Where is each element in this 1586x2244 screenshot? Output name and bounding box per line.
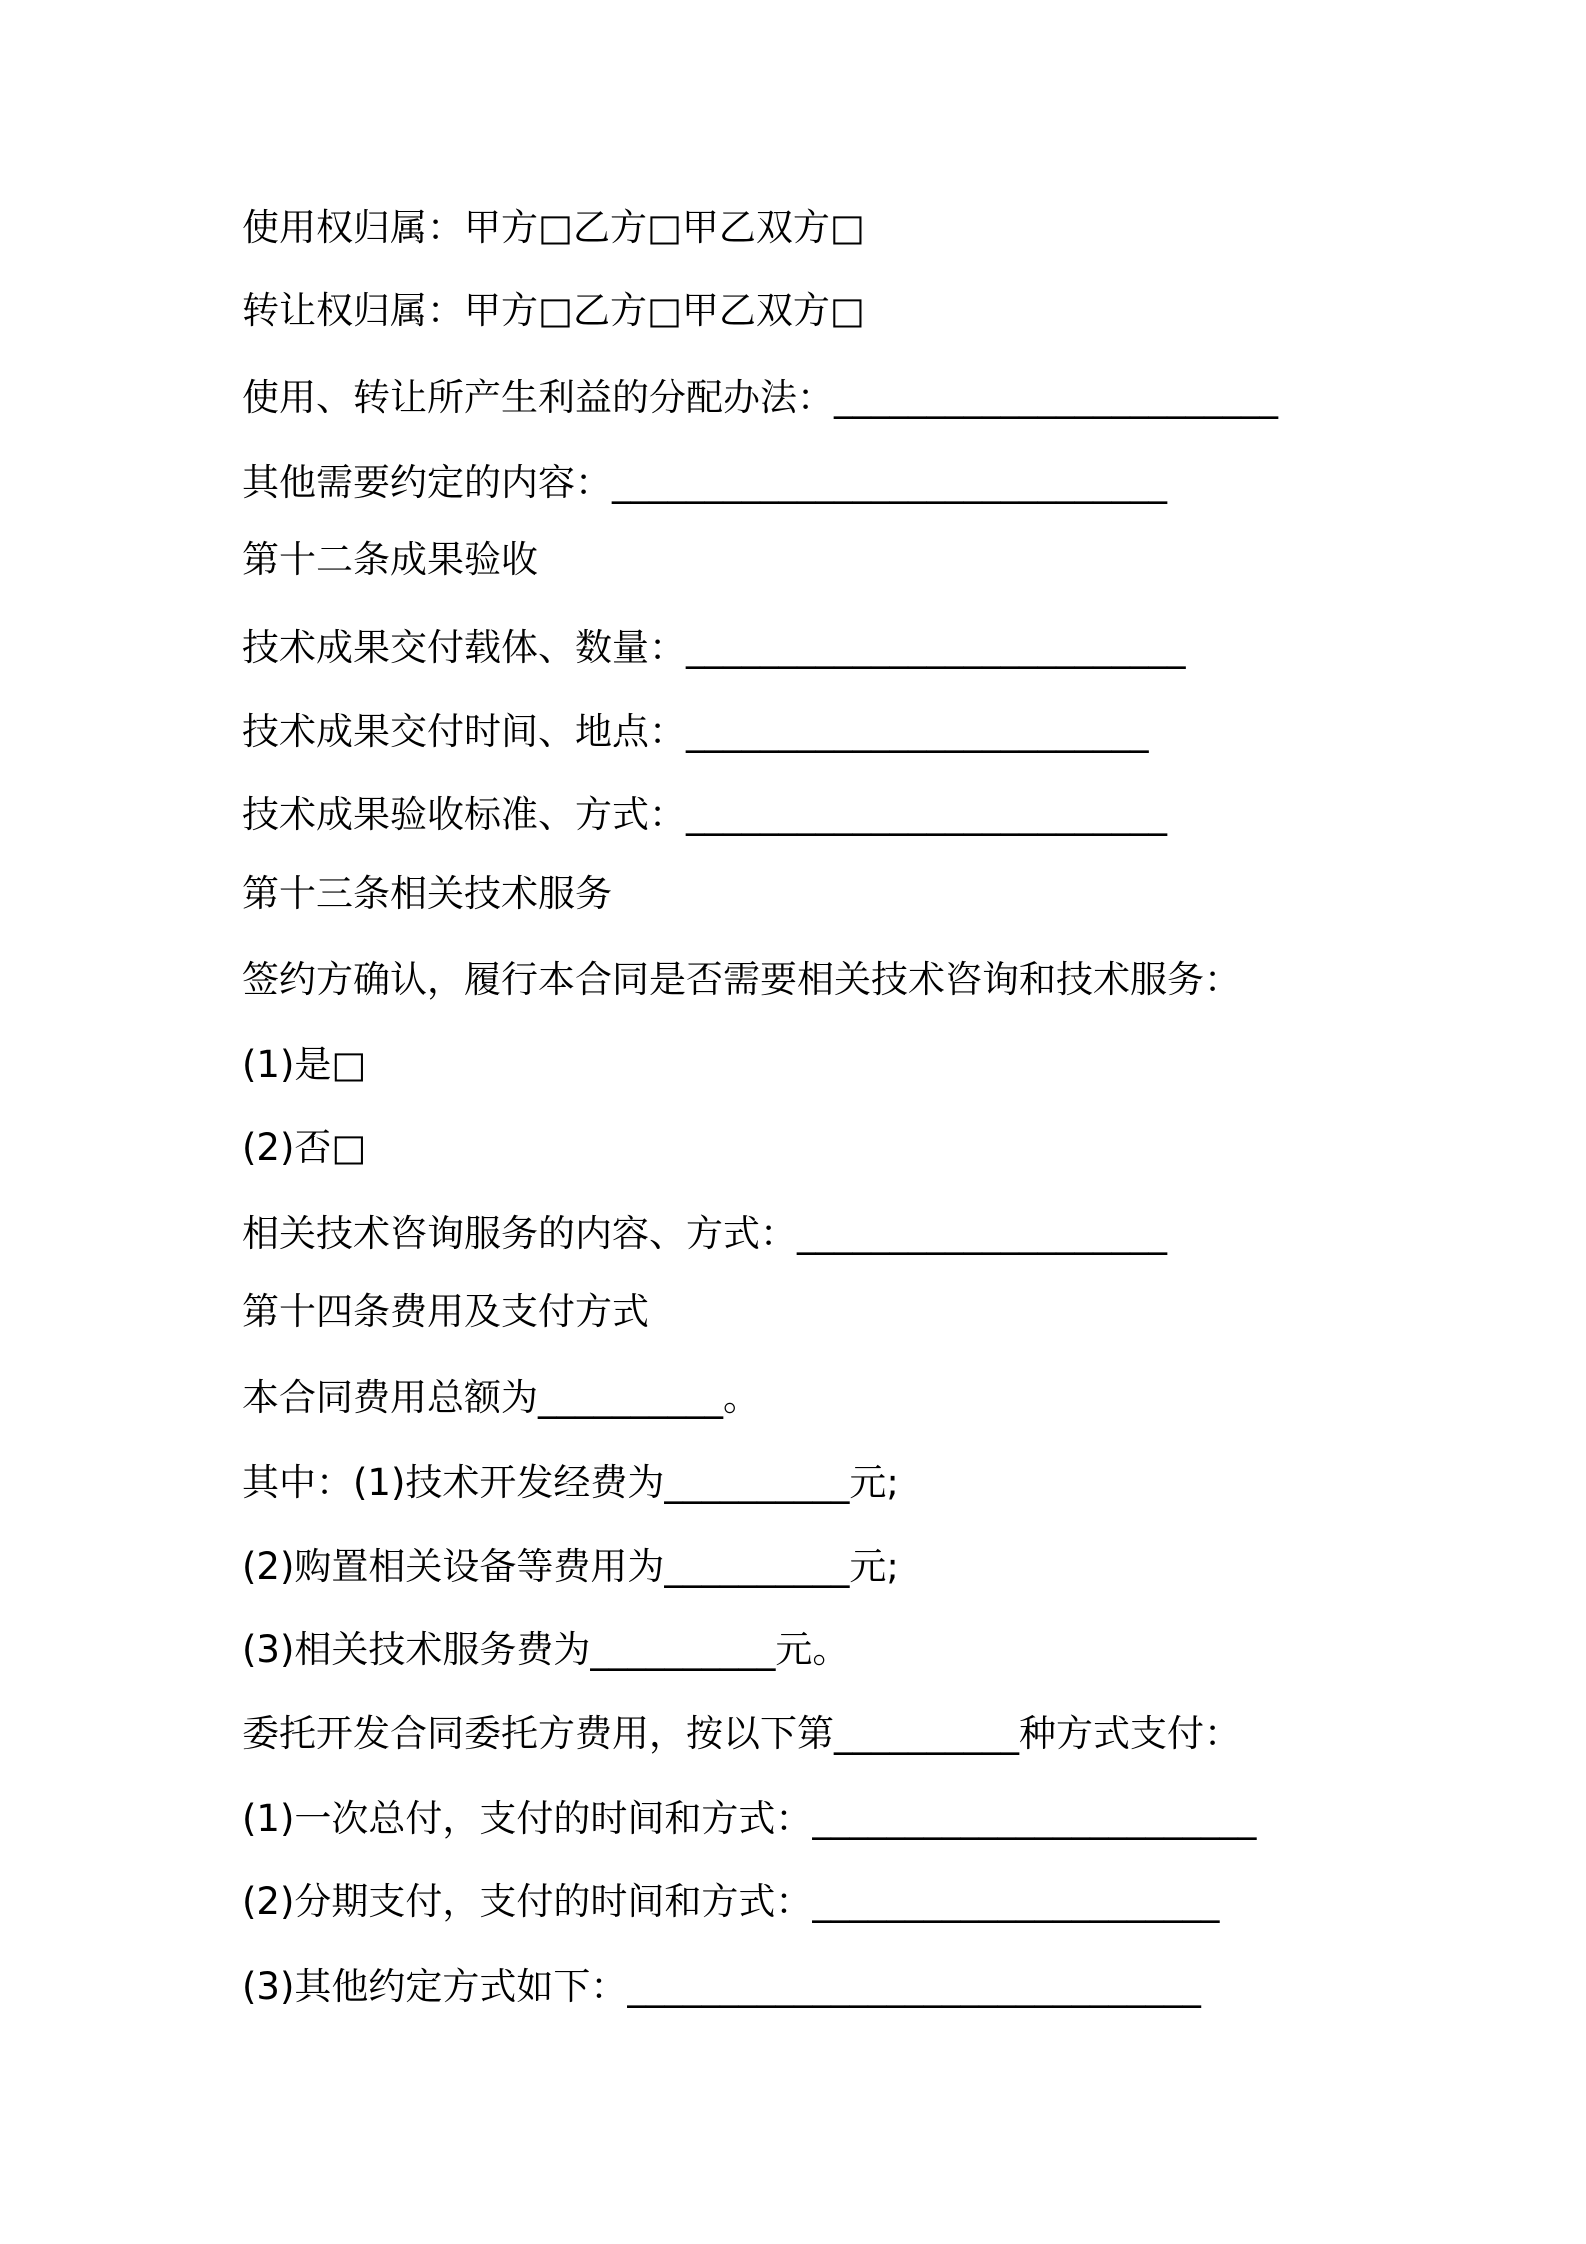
usage-rights-line: 使用权归属：甲方□乙方□甲乙双方□ (242, 206, 865, 249)
other-payment-line: (3)其他约定方式如下：_______________________________ (242, 1965, 1201, 2008)
article-14-heading: 第十四条费用及支付方式 (242, 1290, 649, 1333)
delivery-carrier-line: 技术成果交付载体、数量：___________________________ (242, 626, 1186, 669)
acceptance-standard-line: 技术成果验收标准、方式：__________________________ (242, 793, 1167, 836)
transfer-rights-line: 转让权归属：甲方□乙方□甲乙双方□ (242, 289, 865, 332)
option-yes-line: (1)是□ (242, 1043, 367, 1086)
equipment-fee-line: (2)购置相关设备等费用为__________元; (242, 1545, 899, 1588)
service-confirmation-line: 签约方确认，履行本合同是否需要相关技术咨询和技术服务： (242, 958, 1241, 1001)
total-fee-line: 本合同费用总额为__________。 (242, 1376, 760, 1419)
service-fee-line: (3)相关技术服务费为__________元。 (242, 1628, 850, 1671)
other-agreements-line: 其他需要约定的内容：______________________________ (242, 461, 1167, 504)
development-fee-line: 其中：(1)技术开发经费为__________元; (242, 1461, 899, 1504)
profit-distribution-line: 使用、转让所产生利益的分配办法：________________________ (242, 376, 1278, 419)
option-no-line: (2)否□ (242, 1126, 367, 1169)
installment-payment-line: (2)分期支付，支付的时间和方式：______________________ (242, 1880, 1220, 1923)
payment-method-line: 委托开发合同委托方费用，按以下第__________种方式支付： (242, 1712, 1241, 1755)
article-13-heading: 第十三条相关技术服务 (242, 872, 612, 915)
delivery-time-place-line: 技术成果交付时间、地点：_________________________ (242, 710, 1149, 753)
consulting-content-line: 相关技术咨询服务的内容、方式：____________________ (242, 1212, 1167, 1255)
lump-sum-payment-line: (1)一次总付，支付的时间和方式：________________________ (242, 1797, 1257, 1840)
article-12-heading: 第十二条成果验收 (242, 538, 538, 581)
